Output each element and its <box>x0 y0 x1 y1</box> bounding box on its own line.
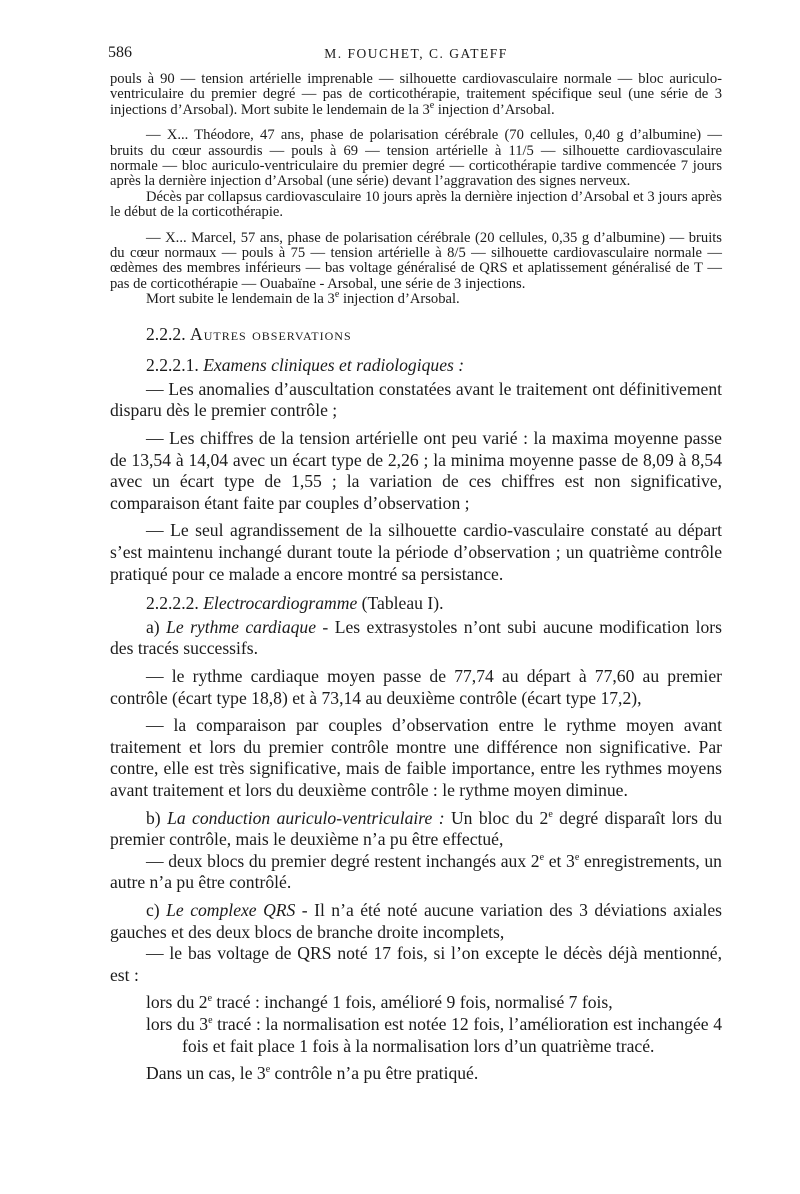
case-reports <box>110 72 722 308</box>
paragraph: — le rythme cardiaque moyen passe de 77,74 au départ à 77,60 au premier contrôle (écart type 18,8) et à 73,14 au deuxième contrôle (écart type 17,2), <box>110 666 722 708</box>
item-label: c) <box>146 899 167 920</box>
page-number: 586 <box>108 44 132 61</box>
list-item: lors du 2e tracé : inchangé 1 fois, amélioré 9 fois, normalisé 7 fois, <box>146 992 613 1013</box>
section-number: 2.2.2.1. <box>146 355 199 376</box>
item-title: Le complexe QRS <box>166 899 296 920</box>
section-number: 2.2.2.2. <box>146 593 199 614</box>
table-reference: (Tableau I). <box>361 593 444 614</box>
case-marcel-text: — X... Marcel, 57 ans, phase de polarisation cérébrale (20 cellules, 0,35 g d’albumine) — bruits du cœur normaux — pouls à 75 — tension artérielle à 8/5 — silhouette cardiovasculaire normale — œdèmes des membres inférieurs — bas voltage généralisé de QRS et aplatissement généralisé de T — pas de corticothérapie — Ouabaïne - Arsobal, une série de 3 injections. <box>110 229 722 292</box>
main-text <box>110 324 722 1085</box>
item-title: La conduction auriculo-ventriculaire : <box>167 807 445 828</box>
section-title: Examens cliniques et radiologiques : <box>203 355 465 376</box>
paragraph-b <box>110 808 722 851</box>
section-heading-2-2-2-2 <box>110 593 722 615</box>
paragraph: — le bas voltage de QRS noté 17 fois, si l’on excepte le décès déjà mentionné, est : <box>110 943 722 985</box>
paragraph: — la comparaison par couples d’observation entre le rythme moyen avant traitement et lors du premier contrôle montre une différence non significative. Par contre, elle est très significative, mais de faible importance, entre les rythmes moyens avant traitement et lors du deuxième contrôle : le rythme moyen diminue. <box>110 715 722 800</box>
paragraph-c <box>110 900 722 943</box>
paragraph: Dans un cas, le 3e contrôle n’a pu être pratiqué. <box>146 1063 479 1084</box>
item-label: b) <box>146 807 168 828</box>
item-text: Un bloc du 2e degré disparaît lors du premier contrôle, mais le deuxième n’a pu être effectué, <box>110 807 722 850</box>
paragraph-a <box>110 617 722 660</box>
paragraph: — Le seul agrandissement de la silhouette cardio-vasculaire constaté au départ s’est maintenu inchangé durant toute la période d’observation ; un quatrième contrôle pratiqué pour ce malade a encore montré sa persistance. <box>110 520 722 584</box>
paragraph: — deux blocs du premier degré restent inchangés aux 2e et 3e enregistrements, un autre n’a pu être contrôlé. <box>110 850 722 893</box>
running-authors: M. FOUCHET, C. GATEFF <box>324 46 508 61</box>
item-text: - Il n’a été noté aucune variation des 3 déviations axiales gauches et des deux blocs de branche droite incomplets, <box>110 899 722 942</box>
item-label: a) <box>146 616 167 637</box>
case-marcel-outcome: Mort subite le lendemain de la 3e injection d’Arsobal. <box>146 289 460 308</box>
document-page <box>110 36 722 1085</box>
section-number: 2.2.2. <box>146 323 186 344</box>
item-title: Le rythme cardiaque <box>166 616 317 637</box>
section-title: Autres observations <box>190 323 352 344</box>
case-theodore-text: — X... Théodore, 47 ans, phase de polarisation cérébrale (70 cellules, 0,40 g d’albumine) — bruits du cœur assourdis — pouls à 69 — tension artérielle à 11/5 — silhouette cardiovasculaire normale — bloc auriculo-ventriculaire du premier degré — corticothérapie tardive commencée 7 jours après la dernière injection d’Arsobal (une série) devant l’aggravation des signes nerveux. <box>110 127 722 190</box>
item-text: - Les extrasystoles n’ont subi aucune modification lors des tracés successifs. <box>110 616 722 659</box>
list-item: lors du 3e tracé : la normalisation est notée 12 fois, l’amélioration est inchangée 4 fois et fait place 1 fois à la normalisation lors d’un quatrième tracé. <box>146 1013 722 1056</box>
section-heading-2-2-2 <box>110 324 722 346</box>
case-theodore-outcome: Décès par collapsus cardiovasculaire 10 jours après la dernière injection d’Arsobal et 3 jours après le début de la corticothérapie. <box>110 188 722 221</box>
paragraph: — Les chiffres de la tension artérielle ont peu varié : la maxima moyenne passe de 13,54 à 14,04 avec un écart type de 2,26 ; la minima moyenne passe de 8,09 à 8,54 avec un écart type de 1,55 ; la variation de ces chiffres est non significative, comparaison étant faite par couples d’observation ; <box>110 428 722 513</box>
paragraph: — Les anomalies d’auscultation constatées avant le traitement ont définitivement disparu dès le premier contrôle ; <box>110 378 722 421</box>
section-heading-2-2-2-1 <box>110 355 722 377</box>
section-title: Electrocardiogramme <box>203 593 358 614</box>
case-previous-text: pouls à 90 — tension artérielle imprenable — silhouette cardiovasculaire normale — bloc auriculo-ventriculaire du premier degré — pas de corticothérapie, traitement spécifique seul (une série de 3 injections d’Arsobal). Mort subite le lendemain de la 3e injection d’Arsobal. <box>110 71 722 118</box>
running-header <box>110 36 722 64</box>
